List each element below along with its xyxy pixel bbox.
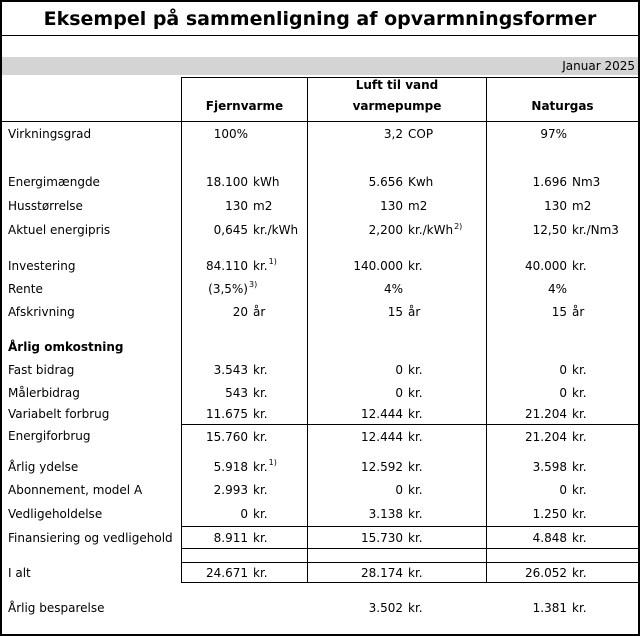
value-cell: [307, 381, 486, 404]
period-band: [2, 57, 638, 75]
value-cell: [181, 501, 307, 526]
value-cell: [307, 277, 486, 300]
value-cell: [181, 194, 307, 218]
row-label: Fast bidrag: [8, 362, 75, 377]
value-unit: kr.: [408, 601, 423, 615]
footnote-marker: 1): [268, 257, 277, 266]
value-cell: [486, 478, 638, 501]
value-number: 2,200: [368, 223, 403, 237]
value-unit: Kwh: [408, 175, 434, 189]
value-number: 12.444: [361, 429, 403, 444]
value-cell: [486, 194, 638, 218]
value-number: 15.760: [206, 429, 248, 444]
spacer-row: [2, 549, 638, 562]
value-number: 18.100: [206, 175, 248, 189]
value-number: 12,50: [532, 223, 567, 237]
value-cell: [307, 526, 486, 549]
value-cell: [181, 455, 307, 478]
spacer-row: [2, 323, 638, 335]
value-number: 21.204: [525, 407, 567, 421]
value-cell: [486, 455, 638, 478]
value-cell: [307, 501, 486, 526]
value-unit: kr.: [253, 565, 268, 580]
value-unit: kr.: [572, 601, 587, 615]
value-cell: [486, 596, 638, 620]
value-unit: kr.: [408, 565, 423, 580]
value-number: 0: [559, 482, 567, 497]
value-number: 0: [559, 362, 567, 377]
value-number: 0: [559, 385, 567, 400]
value-number: 140.000: [353, 258, 403, 273]
row-label: Energimængde: [8, 175, 100, 189]
row-afskrivning: [2, 300, 638, 323]
value-number: 8.911: [213, 530, 248, 545]
row-label: Energiforbrug: [8, 429, 91, 443]
row-label: Virkningsgrad: [8, 127, 92, 141]
value-unit: kr.: [253, 362, 268, 377]
row-label: I alt: [8, 565, 31, 580]
row-energiforbrug: [2, 424, 638, 448]
value-number: 0: [395, 362, 403, 377]
value-cell: [486, 122, 638, 146]
value-unit: kr.: [572, 362, 587, 377]
row-rente: [2, 277, 638, 300]
value-unit: kr.: [253, 429, 268, 444]
value-unit: kr.: [572, 530, 587, 545]
value-number: 84.110: [206, 258, 248, 273]
value-cell: [486, 526, 638, 549]
value-unit: kr.: [408, 258, 423, 273]
row-label: Investering: [8, 258, 76, 273]
value-unit: kr.: [408, 385, 423, 400]
value-cell: [181, 170, 307, 194]
page-title: Eksempel på sammenligning af opvarmningsformer: [2, 2, 638, 36]
value-cell: [307, 478, 486, 501]
value-number: 130: [380, 199, 403, 213]
row-husstoerrelse: [2, 194, 638, 218]
value-number: 100%: [213, 127, 248, 141]
value-cell: [307, 562, 486, 583]
value-cell: [181, 218, 307, 242]
value-unit: kr.: [408, 362, 423, 377]
value-cell: [181, 122, 307, 146]
value-unit: kr.: [253, 385, 268, 400]
value-number: 11.675: [206, 407, 248, 421]
value-number: 15.730: [361, 530, 403, 545]
value-cell: [307, 218, 486, 242]
value-number: 0: [395, 482, 403, 497]
value-number: 3.502: [368, 601, 403, 615]
value-unit: kr.: [408, 407, 423, 421]
value-unit: kr.: [572, 407, 587, 421]
value-number: 40.000: [525, 258, 567, 273]
header-line-bottom: Fjernvarme: [205, 99, 284, 113]
value-number: 1.250: [532, 506, 567, 521]
value-unit: kr./Nm3: [572, 223, 619, 237]
footnote-marker: 1): [268, 458, 277, 467]
value-unit: kr.: [253, 482, 268, 497]
value-number: 1.381: [532, 601, 567, 615]
value-number: 3,2: [383, 127, 403, 141]
value-unit: kr.: [253, 506, 268, 521]
value-number: 0: [395, 385, 403, 400]
value-unit: kr.: [572, 258, 587, 273]
row-section-aarlig-omkostning: [2, 335, 638, 358]
row-label: Rente: [8, 281, 43, 296]
value-unit: kr.: [408, 482, 423, 497]
row-maalerbidrag: [2, 381, 638, 404]
row-energimaengde: [2, 170, 638, 194]
spacer-row: [2, 448, 638, 455]
value-cell: [181, 358, 307, 381]
value-cell: [181, 526, 307, 549]
row-label: Vedligeholdelse: [8, 506, 103, 521]
value-cell: [181, 562, 307, 583]
value-cell: [307, 194, 486, 218]
row-label: Abonnement, model A: [8, 482, 143, 497]
value-unit: m2: [408, 199, 428, 213]
value-number: 15: [387, 304, 403, 319]
value-unit: år: [572, 304, 585, 319]
value-cell: [307, 358, 486, 381]
row-energipris: [2, 218, 638, 242]
value-number: 2.993: [213, 482, 248, 497]
value-unit: kr.: [408, 506, 423, 521]
value-number: 15: [551, 304, 567, 319]
value-number: 0: [240, 506, 248, 521]
value-unit: kWh: [253, 175, 280, 189]
row-besparelse: [2, 596, 638, 620]
value-unit: år: [253, 304, 266, 319]
value-cell: [307, 254, 486, 277]
row-ialt: [2, 562, 638, 583]
footnote-marker: 3): [249, 280, 258, 289]
value-unit: kr.: [253, 258, 268, 273]
value-number: 20: [232, 304, 248, 319]
value-cell: [181, 254, 307, 277]
value-number: 5.656: [368, 175, 403, 189]
value-cell: [486, 501, 638, 526]
value-number: 21.204: [525, 429, 567, 444]
row-label: Aktuel energipris: [8, 223, 111, 237]
value-unit: kr.: [253, 530, 268, 545]
value-unit: COP: [408, 127, 434, 141]
value-cell: [486, 170, 638, 194]
value-number: 26.052: [525, 565, 567, 580]
value-unit: kr.: [253, 459, 268, 474]
value-cell: [486, 424, 638, 448]
value-unit: kr./kWh: [253, 223, 299, 237]
value-cell: [181, 478, 307, 501]
row-label: Husstørrelse: [8, 199, 83, 213]
header-fjernvarme: [181, 77, 307, 121]
value-number: 4%: [383, 281, 403, 296]
value-cell: [181, 381, 307, 404]
value-unit: kr.: [408, 459, 423, 474]
top-spacer: [2, 36, 638, 57]
value-cell: [486, 404, 638, 424]
value-number: 3.138: [368, 506, 403, 521]
value-cell: [307, 404, 486, 424]
row-investering: [2, 254, 638, 277]
value-number: 130: [225, 199, 248, 213]
row-label: Målerbidrag: [8, 385, 80, 400]
table-header-row: [2, 77, 638, 122]
row-fastbidrag: [2, 358, 638, 381]
value-cell: [486, 277, 638, 300]
value-unit: kr./kWh: [408, 223, 454, 237]
value-number: 12.592: [361, 459, 403, 474]
value-number: 3.598: [532, 459, 567, 474]
value-unit: kr.: [572, 459, 587, 474]
row-label: Finansiering og vedligehold: [8, 530, 173, 545]
value-number: 12.444: [361, 407, 403, 421]
value-cell: [307, 596, 486, 620]
value-cell: [181, 424, 307, 448]
value-number: 3.543: [213, 362, 248, 377]
header-empty-cell: [2, 77, 181, 121]
value-cell: [486, 381, 638, 404]
value-number: (3,5%): [208, 281, 248, 296]
value-cell: [486, 300, 638, 323]
value-cell: [307, 424, 486, 448]
value-unit: kr.: [572, 429, 587, 444]
value-number: 4%: [547, 281, 567, 296]
value-cell: [486, 358, 638, 381]
value-unit: m2: [572, 199, 592, 213]
row-abonnement: [2, 478, 638, 501]
value-number: 24.671: [206, 565, 248, 580]
row-label: Årlig ydelse: [8, 459, 79, 474]
spacer-row: [2, 146, 638, 170]
value-unit: kr.: [253, 407, 268, 421]
header-varmepumpe: [307, 77, 486, 121]
period-label: Januar 2025: [562, 59, 635, 73]
value-number: 28.174: [361, 565, 403, 580]
section-label: Årlig omkostning: [8, 339, 124, 354]
row-finansiering: [2, 526, 638, 549]
header-line-top: Luft til vand: [355, 78, 439, 92]
value-cell: [486, 562, 638, 583]
value-unit: kr.: [572, 385, 587, 400]
spacer-row: [2, 583, 638, 596]
value-cell: [486, 218, 638, 242]
row-label: Årlig besparelse: [8, 601, 105, 615]
value-unit: kr.: [408, 530, 423, 545]
value-number: 1.696: [532, 175, 567, 189]
header-naturgas: [486, 77, 638, 121]
value-cell: [307, 122, 486, 146]
value-unit: kr.: [572, 506, 587, 521]
value-unit: Nm3: [572, 175, 601, 189]
spacer-row: [2, 242, 638, 254]
value-cell: [181, 277, 307, 300]
value-unit: kr.: [572, 482, 587, 497]
value-cell: [181, 596, 307, 620]
value-number: 97%: [540, 127, 567, 141]
footnote-marker: 2): [454, 221, 463, 231]
value-number: 4.848: [532, 530, 567, 545]
value-number: 130: [544, 199, 567, 213]
value-cell: [307, 170, 486, 194]
value-unit: år: [408, 304, 421, 319]
row-variabelt: [2, 404, 638, 424]
row-ydelse: [2, 455, 638, 478]
value-cell: [181, 404, 307, 424]
value-number: 543: [225, 385, 248, 400]
row-label: Variabelt forbrug: [8, 407, 110, 421]
value-cell: [181, 300, 307, 323]
value-unit: m2: [253, 199, 273, 213]
header-line-bottom: varmepumpe: [352, 99, 442, 113]
value-cell: [486, 254, 638, 277]
value-unit: kr.: [572, 565, 587, 580]
value-cell: [307, 300, 486, 323]
row-label: Afskrivning: [8, 304, 75, 319]
value-cell: [307, 455, 486, 478]
header-line-bottom: Naturgas: [531, 99, 594, 113]
value-number: 0,645: [213, 223, 248, 237]
value-unit: kr.: [408, 429, 423, 444]
row-vedligeholdelse: [2, 501, 638, 526]
value-number: 5.918: [213, 459, 248, 474]
row-virkningsgrad: [2, 122, 638, 146]
